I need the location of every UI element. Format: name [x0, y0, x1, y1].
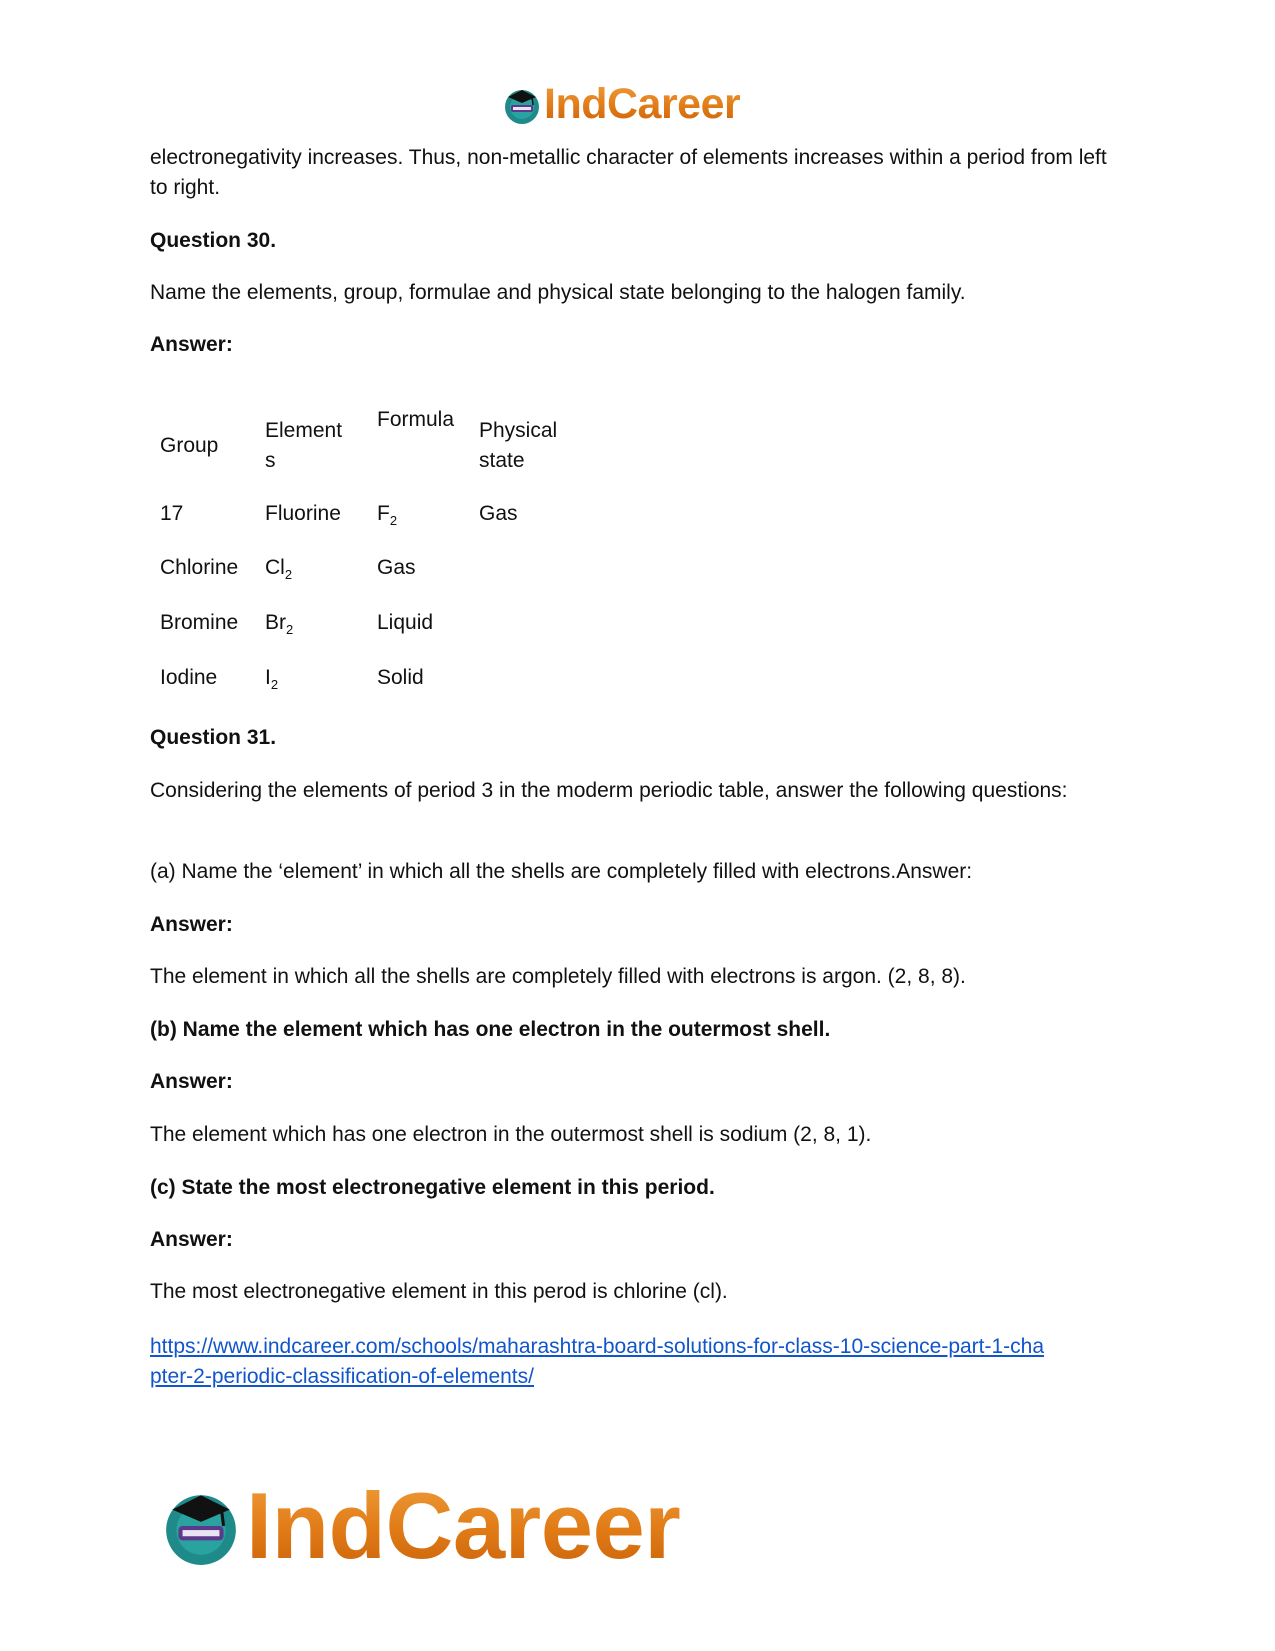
- question-31b-answer: The element which has one electron in the outermost shell is sodium (2, 8, 1).: [150, 1123, 872, 1146]
- graduation-globe-icon: [160, 1485, 242, 1567]
- question-31a-answer: The element in which all the shells are completely filled with electrons is argon. (2, 8, 8).: [150, 965, 966, 988]
- logo-wordmark: IndCareer: [246, 1473, 681, 1578]
- table-cell: Chlorine: [160, 556, 239, 579]
- header-logo: [502, 80, 740, 129]
- table-cell: Fluorine: [265, 502, 341, 525]
- question-30-text: Name the elements, group, formulae and physical state belonging to the halogen family.: [150, 281, 966, 304]
- question-31b: (b) Name the element which has one electron in the outermost shell.: [150, 1018, 831, 1041]
- source-link-line-1: https://www.indcareer.com/schools/maharashtra-board-solutions-for-class-10-science-part-1-cha: [150, 1335, 1045, 1358]
- logo-wordmark: IndCareer: [544, 80, 741, 128]
- table-cell: [469, 651, 579, 706]
- header-formula: Formula: [377, 408, 455, 431]
- header-elements: Element s: [265, 418, 343, 472]
- formula-base: Cl: [265, 556, 285, 579]
- formula-subscript: 2: [286, 622, 294, 637]
- table-cell: Gas: [377, 556, 416, 579]
- question-30-heading: Question 30.: [150, 229, 277, 252]
- table-cell: [255, 596, 367, 651]
- table-row: [150, 596, 579, 651]
- question-31c-answer: The most electronegative element in this perod is chlorine (cl).: [150, 1280, 728, 1303]
- footer-logo: [160, 1472, 680, 1580]
- formula-base: I: [265, 666, 271, 689]
- source-link[interactable]: [150, 1332, 1130, 1392]
- halogen-table: [150, 405, 579, 706]
- formula-base: Br: [265, 611, 286, 634]
- table-cell: [469, 596, 579, 651]
- table-row: [150, 486, 579, 541]
- table-cell: Liquid: [377, 611, 434, 634]
- table-cell: Bromine: [160, 611, 239, 634]
- question-31-heading: Question 31.: [150, 726, 277, 749]
- table-cell: [255, 541, 367, 596]
- question-31c: (c) State the most electronegative element in this period.: [150, 1176, 715, 1199]
- table-cell: 17: [160, 502, 184, 525]
- header-group: Group: [160, 433, 219, 457]
- question-31a-answer-label: Answer:: [150, 913, 233, 936]
- intro-paragraph: electronegativity increases. Thus, non-metallic character of elements increases within a period from left to right.: [150, 146, 1107, 199]
- table-row: [150, 541, 579, 596]
- question-31b-answer-label: Answer:: [150, 1070, 233, 1093]
- table-cell: [255, 651, 367, 706]
- table-header-row: [150, 405, 579, 486]
- graduation-globe-icon: [502, 85, 542, 125]
- table-cell: [367, 486, 469, 541]
- question-31c-answer-label: Answer:: [150, 1228, 233, 1251]
- question-31-text: Considering the elements of period 3 in the moderm periodic table, answer the following questions:: [150, 779, 1068, 802]
- question-30-answer-label: Answer:: [150, 333, 233, 356]
- formula-subscript: 2: [284, 567, 293, 582]
- formula-subscript: 2: [389, 513, 398, 528]
- source-link-line-2: pter-2-periodic-classification-of-elements/: [150, 1365, 534, 1388]
- table-cell: Gas: [479, 502, 518, 525]
- table-cell: [469, 541, 579, 596]
- table-cell: Iodine: [160, 666, 218, 689]
- formula-subscript: 2: [270, 677, 279, 692]
- table-row: [150, 651, 579, 706]
- header-physical-state: Physical state: [479, 418, 558, 472]
- table-cell: Solid: [377, 666, 424, 689]
- question-31a: (a) Name the ‘element’ in which all the shells are completely filled with electrons.Answer:: [150, 860, 973, 883]
- formula-base: F: [377, 502, 390, 525]
